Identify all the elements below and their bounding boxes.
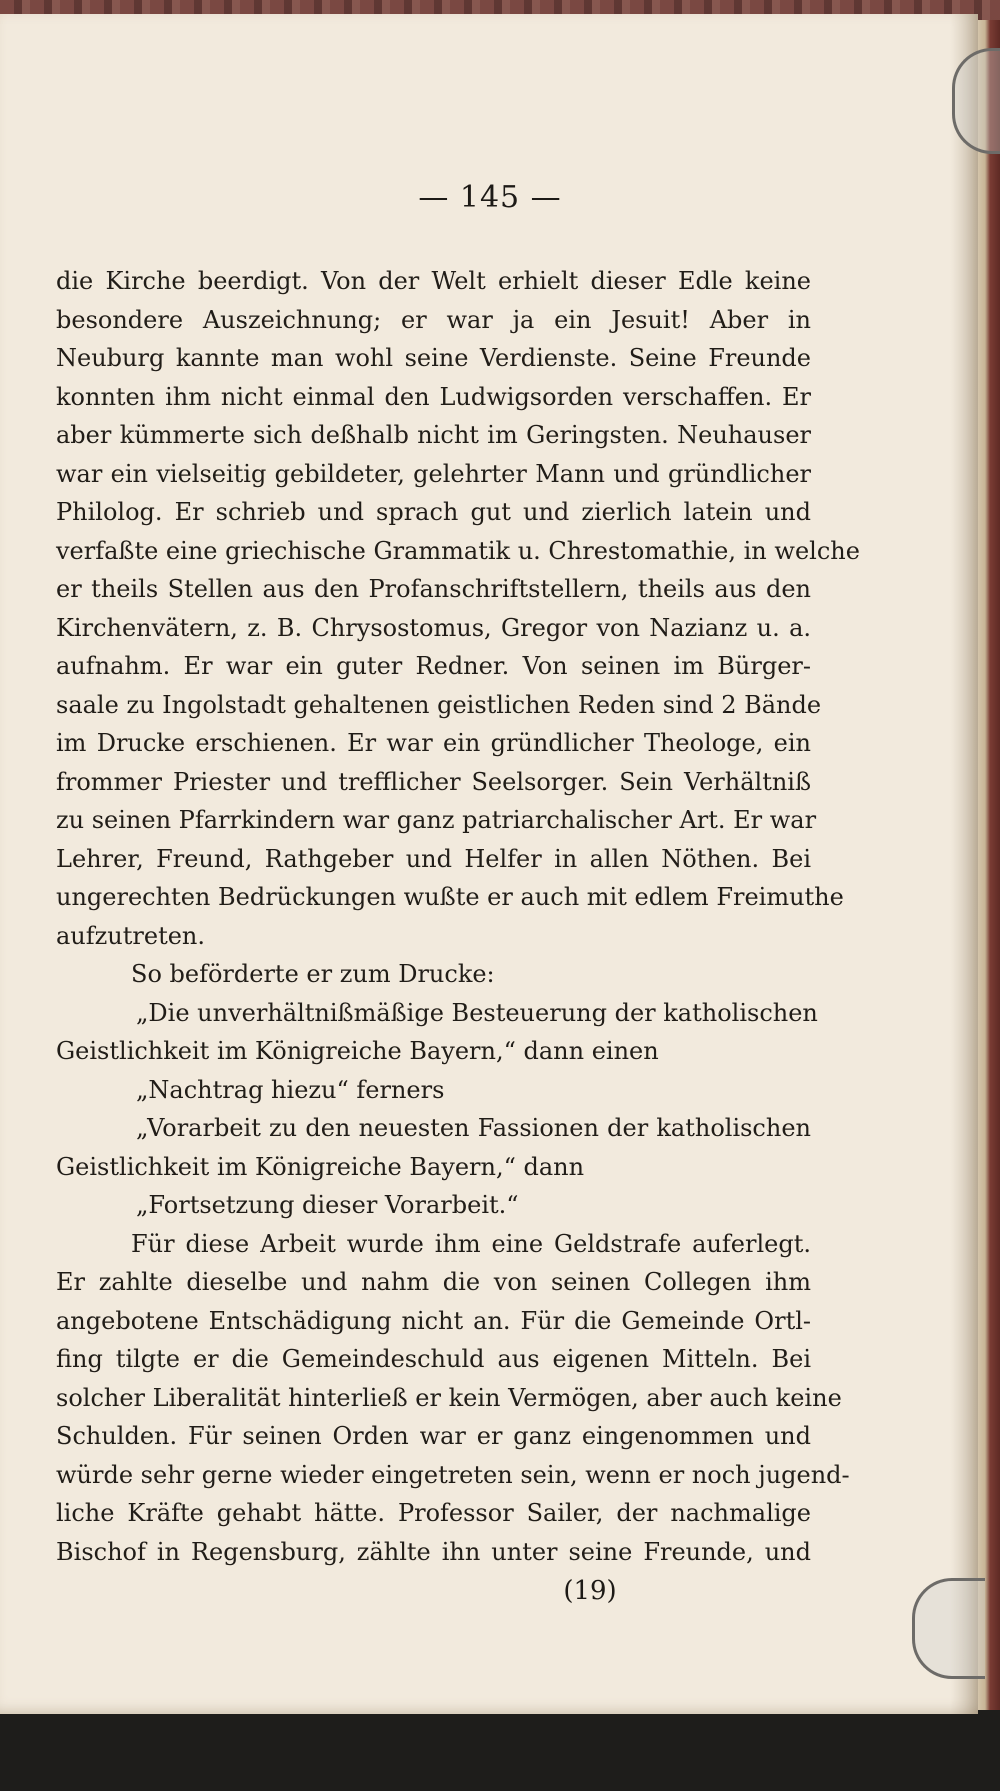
- text-line: „Die unverhältnißmäßige Besteuerung der katholischen: [136, 998, 818, 1027]
- text-line: ungerechten Bedrückungen wußte er auch mit edlem Freimuthe: [56, 883, 844, 911]
- text-line: Geistlichkeit im Königreiche Bayern,“ dann einen: [56, 1037, 659, 1065]
- text-line: fing tilgte er die Gemeindeschuld aus eigenen Mitteln. Bei: [56, 1345, 811, 1373]
- text-line: aber kümmerte sich deßhalb nicht im Geringsten. Neuhauser: [56, 421, 811, 449]
- text-line: konnten ihm nicht einmal den Ludwigsorden verschaffen. Er: [56, 382, 811, 411]
- text-line: Für diese Arbeit wurde ihm eine Geldstrafe auferlegt.: [131, 1229, 811, 1258]
- scan-bottom-margin: [0, 1710, 1000, 1791]
- paper-clip-icon: [912, 1578, 985, 1679]
- paper-clip-icon: [952, 48, 1000, 154]
- text-line: solcher Liberalität hinterließ er kein Vermögen, aber auch keine: [56, 1383, 842, 1412]
- page-number: — 145 —: [418, 180, 562, 215]
- text-line: besondere Auszeichnung; er war ja ein Jesuit! Aber in: [56, 305, 811, 334]
- text-line: „Fortsetzung dieser Vorarbeit.“: [136, 1191, 519, 1219]
- text-line: Schulden. Für seinen Orden war er ganz eingenommen und: [56, 1422, 811, 1450]
- text-line: So beförderte er zum Drucke:: [131, 960, 495, 988]
- text-line: Philolog. Er schrieb und sprach gut und zierlich latein und: [56, 498, 811, 526]
- page-edge-shadow: [950, 14, 978, 1714]
- text-line: im Drucke erschienen. Er war ein gründlicher Theologe, ein: [56, 729, 811, 757]
- text-line: Kirchenvätern, z. B. Chrysostomus, Gregor von Nazianz u. a.: [56, 613, 811, 642]
- text-line: „Vorarbeit zu den neuesten Fassionen der katholischen: [136, 1114, 811, 1142]
- signature-mark: (19): [563, 1576, 617, 1606]
- text-line: zu seinen Pfarrkindern war ganz patriarchalischer Art. Er war: [56, 806, 817, 834]
- text-line: Lehrer, Freund, Rathgeber und Helfer in allen Nöthen. Bei: [56, 844, 811, 873]
- text-line: Geistlichkeit im Königreiche Bayern,“ dann: [56, 1152, 585, 1181]
- text-line: liche Kräfte gehabt hätte. Professor Sailer, der nachmalige: [56, 1499, 811, 1527]
- text-line: „Nachtrag hiezu“ ferners: [136, 1075, 445, 1104]
- text-line: würde sehr gerne wieder eingetreten sein, wenn er noch jugend-: [56, 1460, 850, 1489]
- text-line: Er zahlte dieselbe und nahm die von seinen Collegen ihm: [56, 1268, 811, 1296]
- text-line: die Kirche beerdigt. Von der Welt erhielt dieser Edle keine: [56, 267, 811, 295]
- text-line: frommer Priester und trefflicher Seelsorger. Sein Verhältniß: [56, 767, 811, 796]
- text-line: Neuburg kannte man wohl seine Verdienste. Seine Freunde: [56, 344, 811, 372]
- text-line: verfaßte eine griechische Grammatik u. Chrestomathie, in welche: [56, 536, 860, 565]
- text-line: saale zu Ingolstadt gehaltenen geistlichen Reden sind 2 Bände: [56, 690, 822, 719]
- text-line: war ein vielseitig gebildeter, gelehrter Mann und gründlicher: [56, 459, 811, 488]
- text-line: angebotene Entschädigung nicht an. Für die Gemeinde Ortl-: [56, 1306, 811, 1335]
- text-line: er theils Stellen aus den Profanschriftstellern, theils aus den: [56, 575, 811, 603]
- body-text: [56, 262, 860, 1571]
- text-line: aufnahm. Er war ein guter Redner. Von seinen im Bürger-: [56, 652, 811, 680]
- text-line: Bischof in Regensburg, zählte ihn unter seine Freunde, und: [56, 1537, 811, 1566]
- book-spine-edge: [975, 20, 1000, 1710]
- text-line: aufzutreten.: [56, 921, 206, 950]
